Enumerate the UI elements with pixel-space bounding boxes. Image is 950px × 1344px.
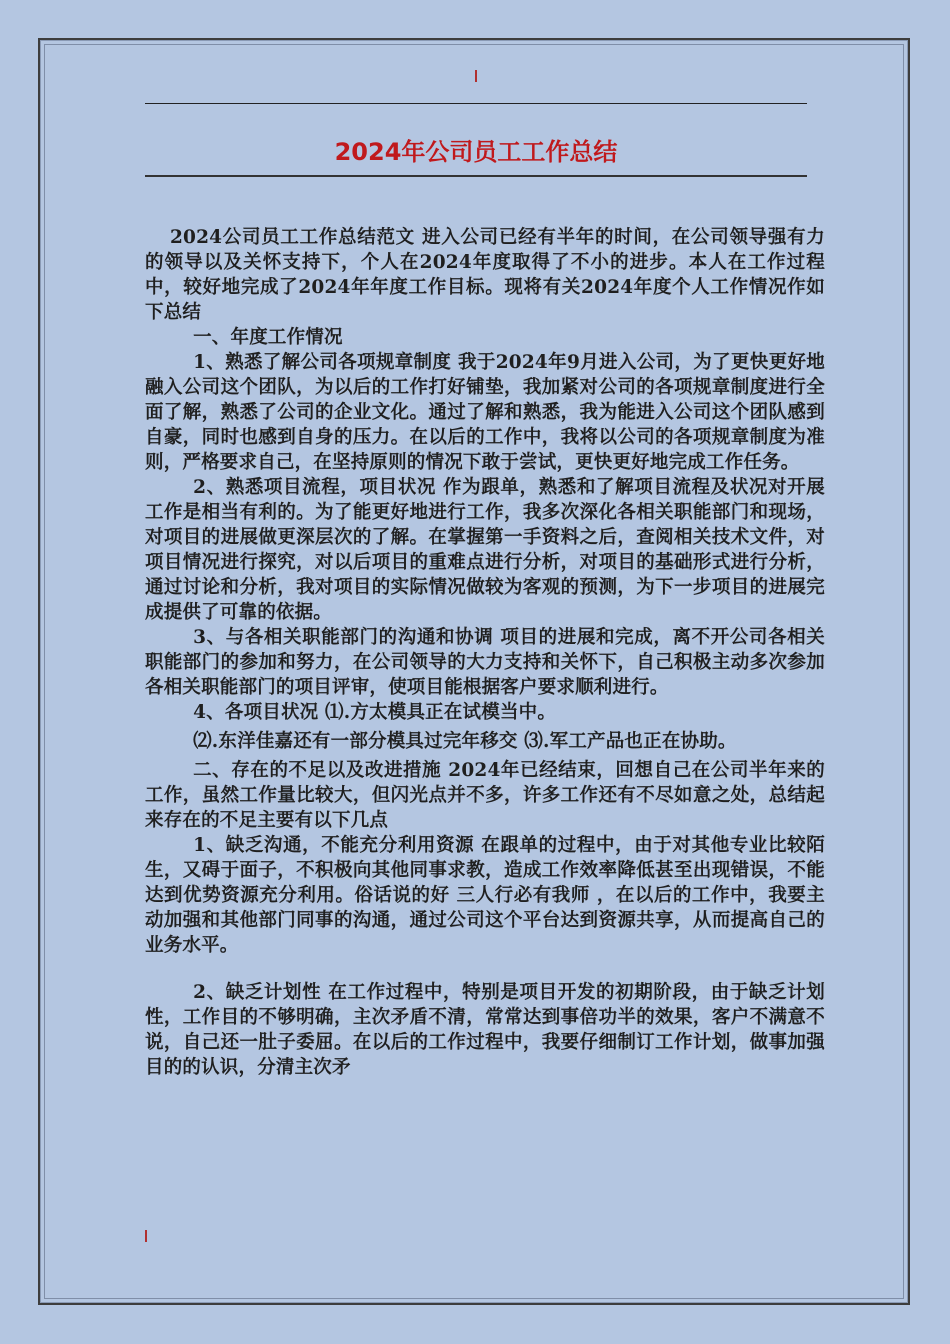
paragraph-item-1: 1、熟悉了解公司各项规章制度 我于2024年9月进入公司，为了更快更好地融入公司这个团队，为以后的工作打好铺垫，我加紧对公司的各项规章制度进行全面了解，熟悉了公司的企业文化。通过了解和熟悉，我为能进入公司这个团队感到自豪，同时也感到自身的压力。在以后的工作中，我将以公司的各项规章制度为准则，严格要求自己，在坚持原则的情况下敢于尝试，更快更好地完成工作任务。 xyxy=(145,352,825,473)
paragraph-intro: 2024公司员工工作总结范文 进入公司已经有半年的时间，在公司领导强有力的领导以及关怀支持下，个人在2024年度取得了不小的进步。本人在工作过程中，较好地完成了2024年年度工作目标。现将有关2024年度个人工作情况作如下总结 xyxy=(145,227,825,323)
footer-cursor-mark xyxy=(145,1230,147,1242)
paragraph-item-3: 3、与各相关职能部门的沟通和协调 项目的进展和完成，离不开公司各相关职能部门的参加和努力，在公司领导的大力支持和关怀下，自己积极主动多次参加各相关职能部门的项目评审，使项目能根据客户要求顺利进行。 xyxy=(145,627,825,698)
paragraph-item-4-detail: ⑵.东洋佳嘉还有一部分模具过完年移交 ⑶.军工产品也正在协助。 xyxy=(193,731,737,752)
paragraph-section-1-heading: 一、年度工作情况 xyxy=(193,327,343,348)
paragraph-item-2: 2、熟悉项目流程，项目状况 作为跟单，熟悉和了解项目流程及状况对开展工作是相当有利的。为了能更好地进行工作，我多次深化各相关职能部门和现场，对项目的进展做更深层次的了解。在掌握第一手资料之后，查阅相关技术文件，对项目情况进行探究，对以后项目的重难点进行分析，对项目的基础形式进行分析，通过讨论和分析，我对项目的实际情况做较为客观的预测，为下一步项目的进展完成提供了可靠的依据。 xyxy=(145,477,825,623)
title-rule xyxy=(145,175,807,177)
document-body xyxy=(145,225,825,1080)
header-rule xyxy=(145,103,807,104)
paragraph-shortcoming-2: 2、缺乏计划性 在工作过程中，特别是项目开发的初期阶段，由于缺乏计划性，工作目的不够明确，主次矛盾不清，常常达到事倍功半的效果，客户不满意不说，自己还一肚子委屈。在以后的工作过程中，我要仔细制订工作计划，做事加强目的的认识，分清主次矛 xyxy=(145,982,825,1078)
header-cursor-mark xyxy=(475,70,477,82)
paragraph-section-2: 二、存在的不足以及改进措施 2024年已经结束，回想自己在公司半年来的工作，虽然工作量比较大，但闪光点并不多，许多工作还有不尽如意之处，总结起来存在的不足主要有以下几点 xyxy=(145,760,825,831)
document-title: 2024年公司员工工作总结 xyxy=(334,138,618,166)
paragraph-item-4: 4、各项目状况 ⑴.方太模具正在试模当中。 xyxy=(193,702,557,723)
document-page xyxy=(38,38,910,1305)
paragraph-shortcoming-1: 1、缺乏沟通，不能充分利用资源 在跟单的过程中，由于对其他专业比较陌生，又碍于面子，不积极向其他同事求教，造成工作效率降低甚至出现错误，不能达到优势资源充分利用。俗话说的好 三人行必有我师 ，在以后的工作中，我要主动加强和其他部门同事的沟通，通过公司这个平台达到资源共享，从而提高自己的业务水平。 xyxy=(145,835,825,956)
